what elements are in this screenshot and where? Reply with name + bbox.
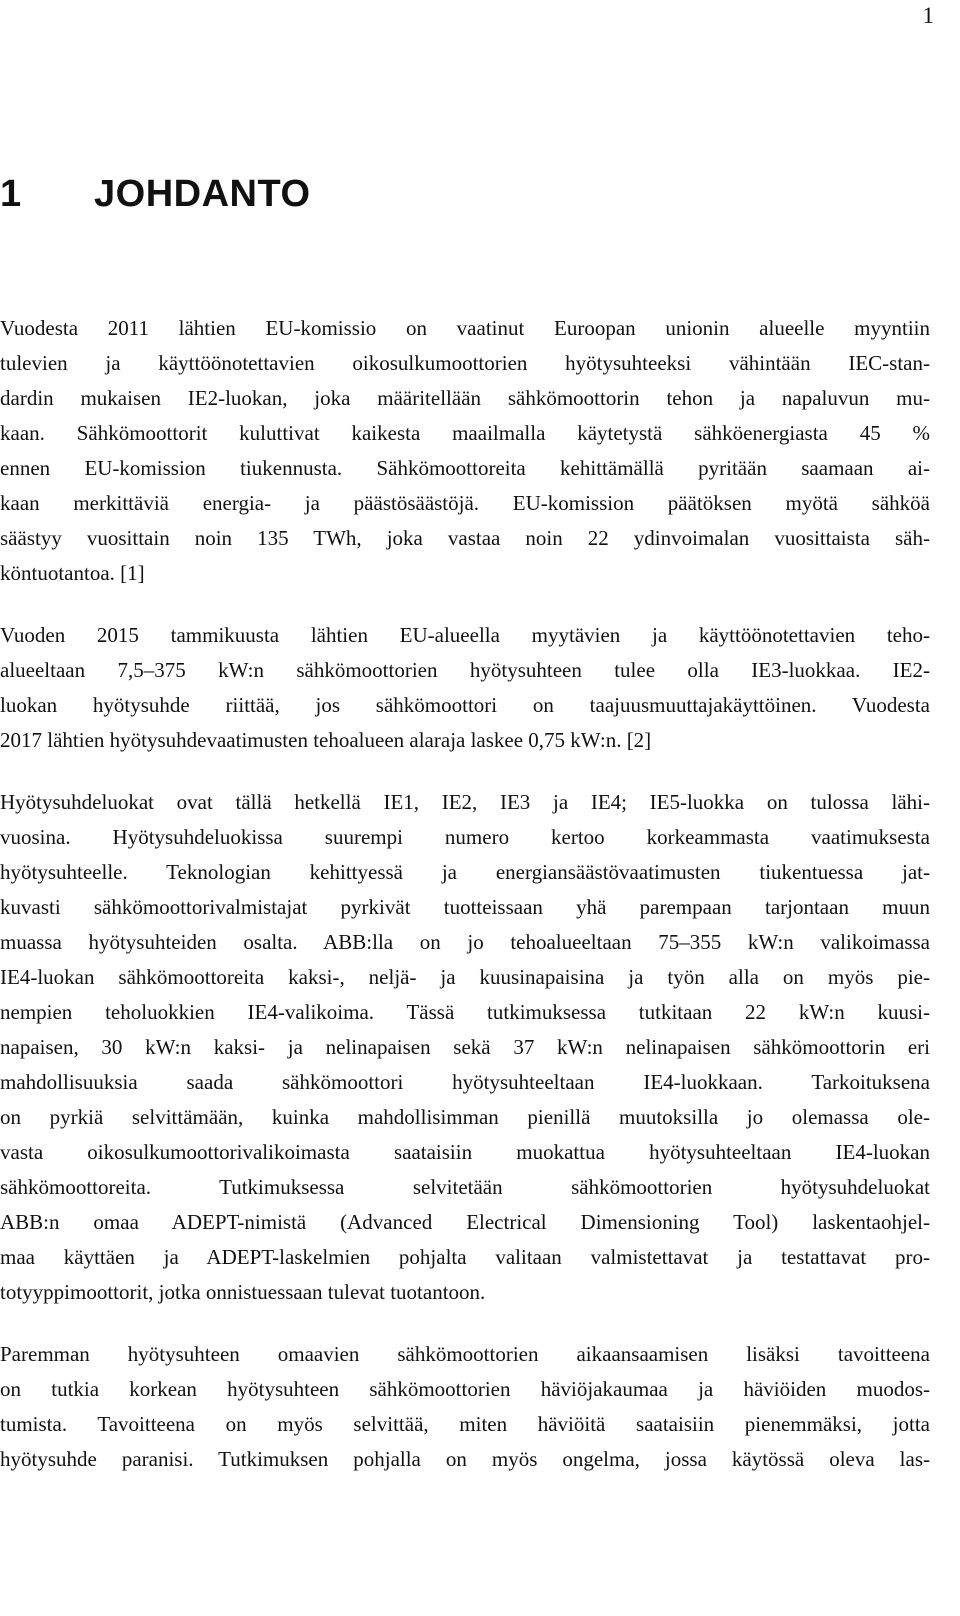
text-line: dardin mukaisen IE2-luokan, joka määritellään sähkömoottorin tehon ja napaluvun mu- — [0, 386, 930, 410]
page-number: 1 — [922, 3, 934, 28]
text-line: luokan hyötysuhde riittää, jos sähkömoottori on taajuusmuuttajakäyttöinen. Vuodesta — [0, 693, 930, 717]
text-line: Vuodesta 2011 lähtien EU-komissio on vaatinut Euroopan unionin alueelle myyntiin — [0, 316, 930, 340]
text-line: säästyy vuosittain noin 135 TWh, joka vastaa noin 22 ydinvoimalan vuosittaista säh- — [0, 526, 930, 550]
text-line: köntuotantoa. [1] — [0, 561, 145, 585]
text-line: ABB:n omaa ADEPT-nimistä (Advanced Electrical Dimensioning Tool) laskentaohjel- — [0, 1210, 930, 1234]
text-line: Hyötysuhdeluokat ovat tällä hetkellä IE1, IE2, IE3 ja IE4; IE5-luokka on tulossa lähi- — [0, 790, 930, 814]
chapter-number: 1 — [0, 173, 22, 215]
text-line: sähkömoottoreita. Tutkimuksessa selvitetään sähkömoottorien hyötysuhdeluokat — [0, 1175, 930, 1199]
text-line: on tutkia korkean hyötysuhteen sähkömoottorien häviöjakaumaa ja häviöiden muodos- — [0, 1377, 930, 1401]
text-line: kaan. Sähkömoottorit kuluttivat kaikesta maailmalla käytetystä sähköenergiasta 45 % — [0, 421, 930, 445]
text-line: Paremman hyötysuhteen omaavien sähkömoottorien aikaansaamisen lisäksi tavoitteena — [0, 1342, 930, 1366]
text-line: kaan merkittäviä energia- ja päästösäästöjä. EU-komission päätöksen myötä sähköä — [0, 491, 930, 515]
text-line: muassa hyötysuhteiden osalta. ABB:lla on jo tehoalueeltaan 75–355 kW:n valikoimassa — [0, 930, 930, 954]
chapter-title: JOHDANTO — [94, 173, 311, 215]
text-line: mahdollisuuksia saada sähkömoottori hyötysuhteeltaan IE4-luokkaan. Tarkoituksena — [0, 1070, 930, 1094]
text-line: totyyppimoottorit, jotka onnistuessaan tulevat tuotantoon. — [0, 1280, 486, 1304]
paragraph-2 — [0, 618, 930, 758]
text-line: hyötysuhteelle. Teknologian kehittyessä ja energiansäästövaatimusten tiukentuessa jat- — [0, 860, 930, 884]
text-line: vuosina. Hyötysuhdeluokissa suurempi numero kertoo korkeammasta vaatimuksesta — [0, 825, 930, 849]
text-line: maa käyttäen ja ADEPT-laskelmien pohjalta valitaan valmistettavat ja testattavat pro- — [0, 1245, 930, 1269]
text-line: tumista. Tavoitteena on myös selvittää, miten häviöitä saataisiin pienemmäksi, jotta — [0, 1412, 930, 1436]
paragraph-3 — [0, 785, 930, 1310]
text-line: Vuoden 2015 tammikuusta lähtien EU-alueella myytävien ja käyttöönotettavien teho- — [0, 623, 930, 647]
text-line: alueeltaan 7,5–375 kW:n sähkömoottorien hyötysuhteen tulee olla IE3-luokkaa. IE2- — [0, 658, 930, 682]
text-line: IE4-luokan sähkömoottoreita kaksi-, neljä- ja kuusinapaisina ja työn alla on myös pie- — [0, 965, 930, 989]
text-line: ennen EU-komission tiukennusta. Sähkömoottoreita kehittämällä pyritään saamaan ai- — [0, 456, 930, 480]
text-line: vasta oikosulkumoottorivalikoimasta saataisiin muokattua hyötysuhteeltaan IE4-luokan — [0, 1140, 930, 1164]
text-line: hyötysuhde paranisi. Tutkimuksen pohjalla on myös ongelma, jossa käytössä oleva las- — [0, 1447, 930, 1471]
paragraph-4 — [0, 1337, 930, 1477]
text-line: nempien teholuokkien IE4-valikoima. Tässä tutkimuksessa tutkitaan 22 kW:n kuusi- — [0, 1000, 930, 1024]
paragraph-1 — [0, 311, 930, 591]
body-text — [0, 311, 930, 1504]
text-line: on pyrkiä selvittämään, kuinka mahdollisimman pienillä muutoksilla jo olemassa ole- — [0, 1105, 930, 1129]
chapter-heading — [0, 172, 311, 216]
text-line: 2017 lähtien hyötysuhdevaatimusten tehoalueen alaraja laskee 0,75 kW:n. [2] — [0, 728, 652, 752]
text-line: tulevien ja käyttöönotettavien oikosulkumoottorien hyötysuhteeksi vähintään IEC-stan- — [0, 351, 930, 375]
text-line: kuvasti sähkömoottorivalmistajat pyrkivät tuotteissaan yhä parempaan tarjontaan muun — [0, 895, 930, 919]
text-line: napaisen, 30 kW:n kaksi- ja nelinapaisen sekä 37 kW:n nelinapaisen sähkömoottorin eri — [0, 1035, 930, 1059]
